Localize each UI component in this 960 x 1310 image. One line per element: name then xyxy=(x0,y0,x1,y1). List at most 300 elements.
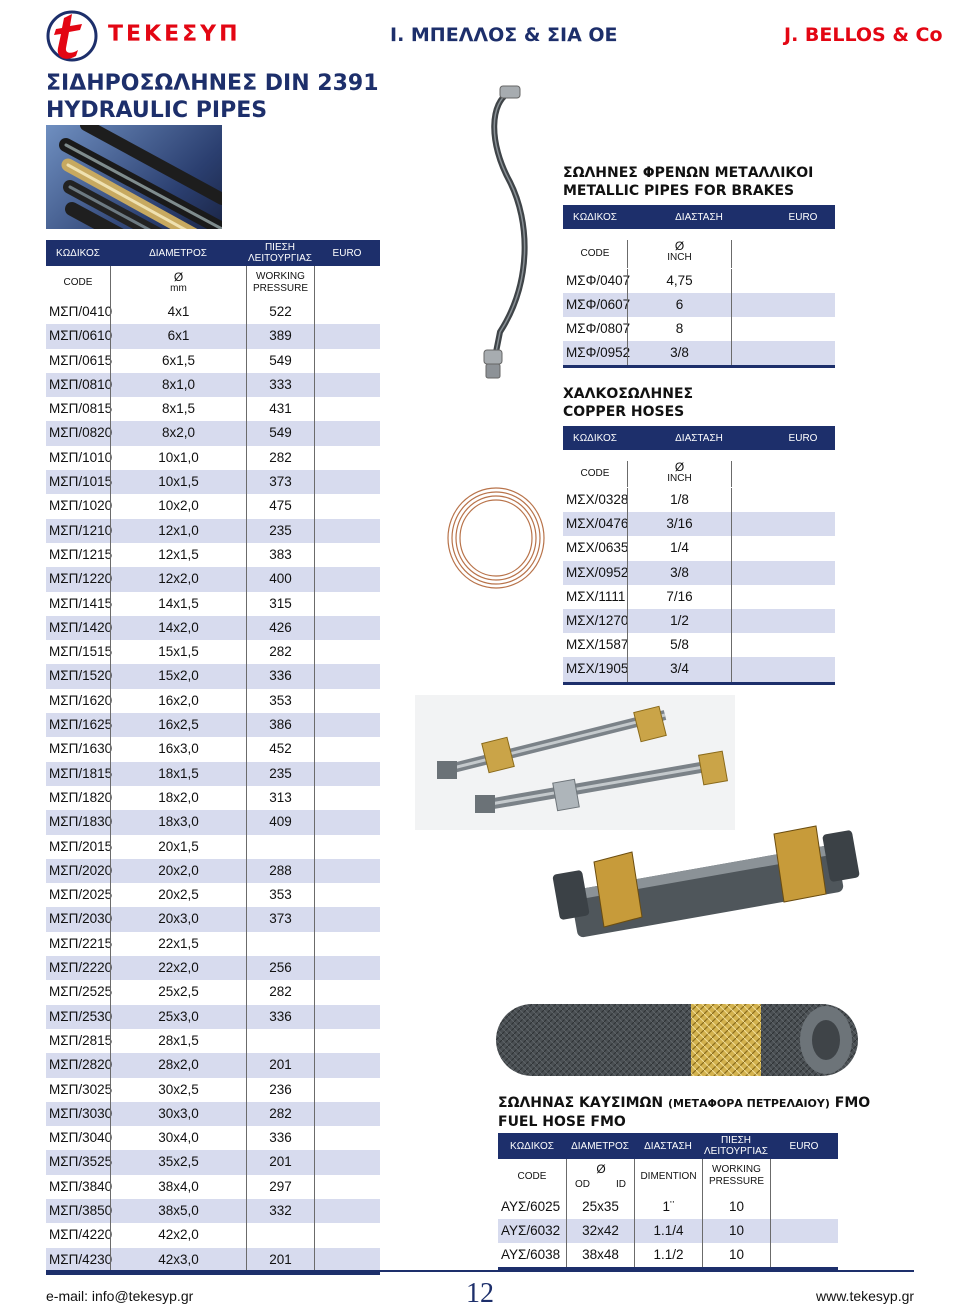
hydraulic-row xyxy=(46,883,380,907)
hydraulic-empty-cell xyxy=(314,397,380,421)
copper-cell: 3/4 xyxy=(627,657,731,681)
hydraulic-cell: 256 xyxy=(246,956,314,980)
hydraulic-empty-cell xyxy=(314,373,380,397)
hydraulic-cell: ΜΣΠ/2530 xyxy=(49,1008,113,1024)
hydraulic-empty-cell xyxy=(314,1078,380,1102)
brake-row xyxy=(563,269,835,293)
hydraulic-row xyxy=(46,956,380,980)
hydraulic-empty-cell xyxy=(314,446,380,470)
hydraulic-row xyxy=(46,932,380,956)
hydraulic-row xyxy=(46,616,380,640)
copper-row xyxy=(563,536,835,560)
hydraulic-cell: 336 xyxy=(246,1126,314,1150)
hydraulic-cell: ΜΣΠ/0815 xyxy=(49,401,113,417)
hydraulic-cell: ΜΣΠ/1625 xyxy=(49,717,113,733)
hydraulic-empty-cell xyxy=(314,1248,380,1272)
hydraulic-cell: 25x3,0 xyxy=(110,1005,246,1029)
hydraulic-cell: 10x1,0 xyxy=(110,446,246,470)
hydraulic-table-body xyxy=(46,300,380,1272)
hydraulic-row xyxy=(46,859,380,883)
fuel-cell: 10 xyxy=(702,1195,770,1219)
hydraulic-cell: ΜΣΠ/1215 xyxy=(49,546,113,562)
hydraulic-cell: 20x2,0 xyxy=(110,859,246,883)
hydraulic-cell: 8x2,0 xyxy=(110,421,246,445)
hydraulic-row xyxy=(46,1005,380,1029)
hydraulic-cell: 14x2,0 xyxy=(110,616,246,640)
hydraulic-cell: ΜΣΠ/1520 xyxy=(49,668,113,684)
copper-empty-cell xyxy=(731,585,835,609)
hydraulic-cell: 38x5,0 xyxy=(110,1199,246,1223)
fuel-hose-title: ΣΩΛΗΝΑΣ ΚΑΥΣΙΜΩΝ (ΜΕΤΑΦΟΡΑ ΠΕΤΡΕΛΑΙΟΥ) FMO FUEL HOSE FMO xyxy=(498,1095,871,1130)
fuel-cell: 10 xyxy=(702,1243,770,1267)
hydraulic-row xyxy=(46,1126,380,1150)
hydraulic-empty-cell xyxy=(314,349,380,373)
hydraulic-cell: ΜΣΠ/1010 xyxy=(49,449,113,465)
hydraulic-cell: ΜΣΠ/1420 xyxy=(49,619,113,635)
hydraulic-cell: 353 xyxy=(246,883,314,907)
brake-table-header xyxy=(563,205,835,229)
hydraulic-cell: 282 xyxy=(246,980,314,1004)
fuel-empty-cell xyxy=(770,1219,838,1243)
page-title-english: HYDRAULIC PIPES xyxy=(46,98,268,123)
hydraulic-cell: 22x2,0 xyxy=(110,956,246,980)
hydraulic-cell: 8x1,5 xyxy=(110,397,246,421)
hydraulic-cell: 336 xyxy=(246,664,314,688)
hydraulic-row xyxy=(46,980,380,1004)
hydraulic-cell: 383 xyxy=(246,543,314,567)
copper-cell: ΜΣΧ/0952 xyxy=(566,564,629,580)
hydraulic-cell: 12x2,0 xyxy=(110,567,246,591)
hydraulic-cell: 353 xyxy=(246,689,314,713)
hydraulic-cell: 10x2,0 xyxy=(110,494,246,518)
hydraulic-cell: ΜΣΠ/3025 xyxy=(49,1081,113,1097)
copper-cell: ΜΣΧ/0328 xyxy=(566,492,629,507)
hydraulic-row xyxy=(46,737,380,761)
hydraulic-cell: 297 xyxy=(246,1175,314,1199)
copper-coil-photo xyxy=(440,478,552,596)
copper-cell: 3/16 xyxy=(627,512,731,536)
page-title-greek: ΣΙΔΗΡΟΣΩΛΗΝΕΣ DIN 2391 xyxy=(46,71,379,96)
hydraulic-cell: 315 xyxy=(246,592,314,616)
hydraulic-empty-cell xyxy=(314,1126,380,1150)
hydraulic-row xyxy=(46,1053,380,1077)
page-title xyxy=(46,70,379,124)
hydraulic-empty-cell xyxy=(314,737,380,761)
brake-table-body xyxy=(563,269,835,365)
hydraulic-cell: ΜΣΠ/1820 xyxy=(49,789,113,805)
hydraulic-cell: 313 xyxy=(246,786,314,810)
hydraulic-row xyxy=(46,1248,380,1272)
hydraulic-cell: 15x2,0 xyxy=(110,664,246,688)
hydraulic-row xyxy=(46,349,380,373)
hydraulic-cell: 4x1 xyxy=(110,300,246,324)
hydraulic-cell: ΜΣΠ/2025 xyxy=(49,887,113,903)
copper-hoses-table xyxy=(563,426,835,685)
footer-email[interactable]: e-mail: info@tekesyp.gr xyxy=(46,1288,194,1304)
hydraulic-cell: ΜΣΠ/3850 xyxy=(49,1202,113,1218)
hydraulic-empty-cell xyxy=(314,1102,380,1126)
hydraulic-cell: 18x2,0 xyxy=(110,786,246,810)
copper-row xyxy=(563,512,835,536)
hydraulic-cell xyxy=(246,835,314,859)
hydraulic-cell: 30x4,0 xyxy=(110,1126,246,1150)
brake-pipes-table xyxy=(563,205,835,368)
fuel-row xyxy=(498,1219,838,1243)
hydraulic-empty-cell xyxy=(314,324,380,348)
copper-cell: ΜΣΧ/1587 xyxy=(566,637,629,653)
fuel-row xyxy=(498,1243,838,1267)
hydraulic-row xyxy=(46,470,380,494)
hydraulic-cell: ΜΣΠ/1415 xyxy=(49,595,113,611)
hydraulic-cell: ΜΣΠ/2215 xyxy=(49,935,113,951)
hydraulic-row xyxy=(46,689,380,713)
hydraulic-row xyxy=(46,1029,380,1053)
hydraulic-cell: 20x2,5 xyxy=(110,883,246,907)
fuel-hose-photo xyxy=(496,998,858,1082)
copper-cell: ΜΣΧ/0635 xyxy=(566,540,629,556)
column-header-code: ΚΩΔΙΚΟΣ xyxy=(56,247,100,259)
hydraulic-cell: 16x2,5 xyxy=(110,713,246,737)
hydraulic-cell: ΜΣΠ/0810 xyxy=(49,376,113,392)
hydraulic-row xyxy=(46,713,380,737)
fitting-closeup-photo xyxy=(542,822,862,964)
hydraulic-cell: ΜΣΠ/2220 xyxy=(49,960,113,976)
subheader-dimention: DIMENTION xyxy=(634,1159,702,1195)
footer-website[interactable]: www.tekesyp.gr xyxy=(816,1288,915,1304)
hydraulic-table-subheader xyxy=(46,266,380,300)
hydraulic-cell: 38x4,0 xyxy=(110,1175,246,1199)
hydraulic-cell: ΜΣΠ/3030 xyxy=(49,1105,113,1121)
hydraulic-cell: 452 xyxy=(246,737,314,761)
hydraulic-empty-cell xyxy=(314,810,380,834)
hydraulic-cell: 201 xyxy=(246,1248,314,1272)
hydraulic-empty-cell xyxy=(314,543,380,567)
hydraulic-empty-cell xyxy=(314,470,380,494)
hydraulic-empty-cell xyxy=(314,421,380,445)
hydraulic-cell: ΜΣΠ/1815 xyxy=(49,765,113,781)
hydraulic-cell: 25x2,5 xyxy=(110,980,246,1004)
copper-row xyxy=(563,633,835,657)
hydraulic-cell: ΜΣΠ/1630 xyxy=(49,741,113,757)
hydraulic-row xyxy=(46,519,380,543)
hydraulic-empty-cell xyxy=(314,1150,380,1174)
column-header-dimension: ΔΙΑΣΤΑΣΗ xyxy=(675,211,723,223)
hydraulic-cell: ΜΣΠ/4220 xyxy=(49,1227,113,1243)
hydraulic-empty-cell xyxy=(314,494,380,518)
column-header-euro: EURO xyxy=(332,247,362,259)
subheader-inch: Ø INCH xyxy=(627,240,731,268)
copper-table-body xyxy=(563,488,835,682)
hydraulic-cell: 236 xyxy=(246,1078,314,1102)
fuel-row xyxy=(498,1195,838,1219)
hydraulic-cell: 549 xyxy=(246,349,314,373)
column-header-euro: EURO xyxy=(788,432,818,444)
subheader-code: CODE xyxy=(580,468,610,479)
hydraulic-cell: 14x1,5 xyxy=(110,592,246,616)
hydraulic-empty-cell xyxy=(314,640,380,664)
hydraulic-cell: 386 xyxy=(246,713,314,737)
hydraulic-cell: 288 xyxy=(246,859,314,883)
hydraulic-row xyxy=(46,1175,380,1199)
subheader-code: CODE xyxy=(517,1171,547,1182)
hydraulic-empty-cell xyxy=(314,592,380,616)
hydraulic-row xyxy=(46,1223,380,1247)
hydraulic-row xyxy=(46,810,380,834)
hydraulic-cell: 30x2,5 xyxy=(110,1078,246,1102)
brake-empty-cell xyxy=(731,293,835,317)
brake-cell: ΜΣΦ/0407 xyxy=(566,273,631,288)
hydraulic-empty-cell xyxy=(314,956,380,980)
hydraulic-row xyxy=(46,640,380,664)
subheader-euro xyxy=(770,1159,838,1195)
hydraulic-cell: 282 xyxy=(246,640,314,664)
fuel-cell: 1.1/2 xyxy=(634,1243,702,1267)
hydraulic-empty-cell xyxy=(314,762,380,786)
hydraulic-cell: 332 xyxy=(246,1199,314,1223)
hydraulic-cell: 201 xyxy=(246,1150,314,1174)
brake-row xyxy=(563,293,835,317)
hydraulic-cell: 35x2,5 xyxy=(110,1150,246,1174)
column-header-dimension: ΔΙΑΣΤΑΣΗ xyxy=(644,1140,692,1152)
hydraulic-cell: 431 xyxy=(246,397,314,421)
brake-cell: ΜΣΦ/0607 xyxy=(566,297,631,312)
brake-empty-cell xyxy=(731,341,835,365)
fuel-cell: 1.1/4 xyxy=(634,1219,702,1243)
copper-empty-cell xyxy=(731,609,835,633)
column-header-euro: EURO xyxy=(788,211,818,223)
hydraulic-cell: 282 xyxy=(246,446,314,470)
column-header-code: ΚΩΔΙΚΟΣ xyxy=(573,432,617,444)
fuel-table-header xyxy=(498,1133,838,1159)
copper-empty-cell xyxy=(731,657,835,681)
fuel-cell: 38x48 xyxy=(566,1243,634,1267)
hydraulic-cell xyxy=(246,1029,314,1053)
fuel-cell: 1¨ xyxy=(634,1195,702,1219)
hydraulic-cell: 12x1,5 xyxy=(110,543,246,567)
hydraulic-row xyxy=(46,300,380,324)
hydraulic-empty-cell xyxy=(314,1029,380,1053)
hydraulic-cell: ΜΣΠ/1210 xyxy=(49,522,113,538)
hydraulic-empty-cell xyxy=(314,1223,380,1247)
hydraulic-cell: 336 xyxy=(246,1005,314,1029)
hydraulic-row xyxy=(46,664,380,688)
hydraulic-cell: 522 xyxy=(246,300,314,324)
subheader-code: CODE xyxy=(63,277,93,288)
hydraulic-empty-cell xyxy=(314,300,380,324)
hydraulic-cell: ΜΣΠ/1020 xyxy=(49,498,113,514)
column-header-euro: EURO xyxy=(789,1140,819,1152)
subheader-euro xyxy=(314,266,380,300)
company-name-english: J. BELLOS & Co xyxy=(784,24,943,46)
fuel-table-subheader xyxy=(498,1159,838,1195)
page-number: 12 xyxy=(466,1278,494,1309)
hydraulic-empty-cell xyxy=(314,713,380,737)
subheader-euro xyxy=(731,240,835,268)
hydraulic-row xyxy=(46,397,380,421)
subheader-euro xyxy=(731,461,835,487)
hydraulic-cell xyxy=(246,932,314,956)
subheader-inch: Ø INCH xyxy=(627,461,731,487)
hydraulic-row xyxy=(46,543,380,567)
company-name-greek: Ι. ΜΠΕΛΛΟΣ & ΣΙΑ ΟΕ xyxy=(390,24,618,46)
brake-cell: 6 xyxy=(627,293,731,317)
hydraulic-cell: 18x3,0 xyxy=(110,810,246,834)
subheader-diameter: Ø mm xyxy=(110,266,246,300)
hydraulic-row xyxy=(46,324,380,348)
brake-cell: 4,75 xyxy=(627,269,731,293)
hydraulic-cell: 42x2,0 xyxy=(110,1223,246,1247)
hydraulic-cell: 235 xyxy=(246,519,314,543)
copper-row xyxy=(563,561,835,585)
copper-cell: ΜΣΧ/1905 xyxy=(566,661,629,677)
subheader-pressure: WORKING PRESSURE xyxy=(246,266,314,300)
hydraulic-row xyxy=(46,1078,380,1102)
hydraulic-cell: ΜΣΠ/2015 xyxy=(49,838,113,854)
hydraulic-row xyxy=(46,446,380,470)
hydraulic-cell: 373 xyxy=(246,907,314,931)
hydraulic-row xyxy=(46,786,380,810)
copper-table-subheader xyxy=(563,450,835,488)
hydraulic-row xyxy=(46,567,380,591)
column-header-pressure: ΠΙΕΣΗ ΛΕΙΤΟΥΡΓΙΑΣ xyxy=(704,1135,768,1157)
column-header-pressure: ΠΙΕΣΗ ΛΕΙΤΟΥΡΓΙΑΣ xyxy=(248,242,312,264)
fuel-cell: ΑΥΣ/6025 xyxy=(501,1199,561,1214)
hydraulic-row xyxy=(46,835,380,859)
hydraulic-cell: 28x2,0 xyxy=(110,1053,246,1077)
hydraulic-cell: 30x3,0 xyxy=(110,1102,246,1126)
hydraulic-empty-cell xyxy=(314,567,380,591)
hydraulic-cell: 20x3,0 xyxy=(110,907,246,931)
hydraulic-cell: ΜΣΠ/2020 xyxy=(49,862,113,878)
fuel-empty-cell xyxy=(770,1195,838,1219)
hydraulic-cell: ΜΣΠ/0610 xyxy=(49,328,113,344)
brake-table-subheader xyxy=(563,229,835,269)
copper-cell: 1/2 xyxy=(627,609,731,633)
hydraulic-cell: 201 xyxy=(246,1053,314,1077)
hydraulic-cell: 373 xyxy=(246,470,314,494)
hydraulic-cell: 18x1,5 xyxy=(110,762,246,786)
hydraulic-empty-cell xyxy=(314,859,380,883)
brand-name: ΤΕΚΕΣΥΠ xyxy=(108,22,241,47)
brake-pipe-photo xyxy=(470,82,560,382)
copper-row xyxy=(563,609,835,633)
hydraulic-cell: ΜΣΠ/3840 xyxy=(49,1178,113,1194)
hydraulic-cell: ΜΣΠ/2030 xyxy=(49,911,113,927)
hydraulic-table-header xyxy=(46,240,380,266)
hydraulic-cell: 20x1,5 xyxy=(110,835,246,859)
brake-pipes-title: ΣΩΛΗΝΕΣ ΦΡΕΝΩΝ ΜΕΤΑΛΛΙΚΟΙ METALLIC PIPES FOR BRAKES xyxy=(563,165,814,199)
fuel-empty-cell xyxy=(770,1243,838,1267)
hydraulic-cell: 22x1,5 xyxy=(110,932,246,956)
hydraulic-cell: 475 xyxy=(246,494,314,518)
hydraulic-cell: ΜΣΠ/1515 xyxy=(49,644,113,660)
hydraulic-row xyxy=(46,907,380,931)
brake-empty-cell xyxy=(731,317,835,341)
fuel-cell: ΑΥΣ/6038 xyxy=(501,1247,561,1262)
hydraulic-row xyxy=(46,1199,380,1223)
copper-cell: 5/8 xyxy=(627,633,731,657)
copper-empty-cell xyxy=(731,512,835,536)
hydraulic-cell xyxy=(246,1223,314,1247)
brake-cell: 8 xyxy=(627,317,731,341)
hydraulic-cell: 549 xyxy=(246,421,314,445)
copper-cell: 3/8 xyxy=(627,561,731,585)
hydraulic-cell: ΜΣΠ/0615 xyxy=(49,352,113,368)
hydraulic-row xyxy=(46,1150,380,1174)
fuel-cell: ΑΥΣ/6032 xyxy=(501,1223,561,1238)
tekesyp-logo-icon xyxy=(42,4,102,64)
hydraulic-cell: 12x1,0 xyxy=(110,519,246,543)
hydraulic-row xyxy=(46,592,380,616)
hydraulic-cell: 16x2,0 xyxy=(110,689,246,713)
subheader-working-pressure: WORKING PRESSURE xyxy=(702,1159,770,1195)
hydraulic-row xyxy=(46,421,380,445)
hydraulic-cell: 28x1,5 xyxy=(110,1029,246,1053)
hydraulic-empty-cell xyxy=(314,980,380,1004)
hydraulic-cell: 6x1 xyxy=(110,324,246,348)
hydraulic-cell: ΜΣΠ/0410 xyxy=(49,304,113,319)
hydraulic-empty-cell xyxy=(314,835,380,859)
hydraulic-empty-cell xyxy=(314,664,380,688)
hydraulic-cell: ΜΣΠ/1220 xyxy=(49,571,113,587)
hydraulic-empty-cell xyxy=(314,519,380,543)
copper-row xyxy=(563,657,835,681)
copper-row xyxy=(563,488,835,512)
hydraulic-cell: ΜΣΠ/2820 xyxy=(49,1057,113,1073)
copper-cell: ΜΣΧ/1111 xyxy=(566,588,626,604)
brake-row xyxy=(563,341,835,365)
hydraulic-empty-cell xyxy=(314,883,380,907)
hydraulic-empty-cell xyxy=(314,689,380,713)
hydraulic-cell: 235 xyxy=(246,762,314,786)
hydraulic-cell: 389 xyxy=(246,324,314,348)
hydraulic-cell: ΜΣΠ/1015 xyxy=(49,474,113,490)
hydraulic-row xyxy=(46,762,380,786)
brake-cell: 3/8 xyxy=(627,341,731,365)
hydraulic-empty-cell xyxy=(314,1005,380,1029)
hydraulic-cell: ΜΣΠ/2525 xyxy=(49,984,113,1000)
hydraulic-cell: 10x1,5 xyxy=(110,470,246,494)
copper-empty-cell xyxy=(731,561,835,585)
hydraulic-row xyxy=(46,494,380,518)
hydraulic-cell: ΜΣΠ/3040 xyxy=(49,1130,113,1146)
copper-table-header xyxy=(563,426,835,450)
pipe-fittings-photo xyxy=(415,695,735,830)
fuel-hose-table xyxy=(498,1133,838,1270)
hydraulic-empty-cell xyxy=(314,932,380,956)
hydraulic-row xyxy=(46,373,380,397)
brake-cell: ΜΣΦ/0807 xyxy=(566,321,631,336)
hydraulic-empty-cell xyxy=(314,786,380,810)
subheader-od-id: Ø OD ID xyxy=(566,1159,634,1195)
hydraulic-empty-cell xyxy=(314,1175,380,1199)
copper-cell: ΜΣΧ/0476 xyxy=(566,516,629,532)
copper-cell: ΜΣΧ/1270 xyxy=(566,612,629,628)
brake-cell: ΜΣΦ/0952 xyxy=(566,345,631,360)
hydraulic-cell: ΜΣΠ/3525 xyxy=(49,1154,113,1170)
hydraulic-cell: ΜΣΠ/1620 xyxy=(49,692,113,708)
hydraulic-cell: 282 xyxy=(246,1102,314,1126)
hydraulic-cell: ΜΣΠ/2815 xyxy=(49,1032,113,1048)
hydraulic-cell: 400 xyxy=(246,567,314,591)
copper-cell: 7/16 xyxy=(627,585,731,609)
hydraulic-cell: ΜΣΠ/1830 xyxy=(49,814,113,830)
copper-row xyxy=(563,585,835,609)
column-header-code: ΚΩΔΙΚΟΣ xyxy=(573,211,617,223)
footer-divider xyxy=(46,1270,914,1272)
hydraulic-empty-cell xyxy=(314,1199,380,1223)
column-header-diameter: ΔΙΑΜΕΤΡΟΣ xyxy=(149,247,207,259)
